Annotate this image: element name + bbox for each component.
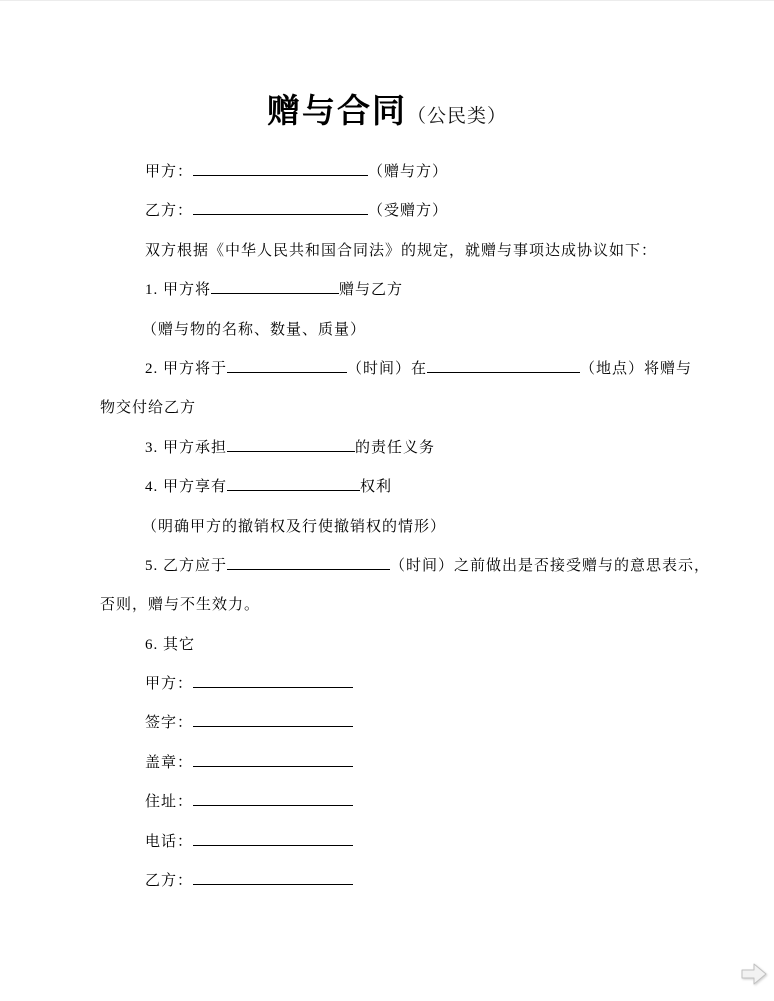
doc-line — [100, 429, 700, 468]
doc-line — [100, 192, 700, 231]
document-title-main: 赠与合同 — [266, 92, 407, 129]
text-run: （地点）将赠与 — [580, 360, 693, 377]
fill-in-blank-line — [193, 871, 353, 885]
fill-in-blank-line — [227, 556, 390, 570]
text-run: （赠与方） — [368, 164, 449, 180]
text-run: 物交付给乙方 — [100, 400, 197, 417]
doc-line — [100, 862, 700, 901]
text-run: 3. 甲方承担 — [145, 439, 228, 456]
text-run: 盖章： — [145, 754, 194, 771]
doc-line — [100, 626, 700, 665]
doc-line — [100, 665, 700, 704]
doc-line — [100, 271, 700, 310]
text-run: 双方根据《中华人民共和国合同法》的规定，就赠与事项达成协议如下： — [145, 242, 658, 259]
doc-line — [100, 783, 700, 822]
doc-line — [100, 468, 700, 507]
text-run: （赠与物的名称、数量、质量） — [142, 321, 367, 338]
text-run: 电话： — [145, 833, 194, 850]
text-run: 乙方： — [145, 203, 194, 220]
fill-in-blank-line — [193, 674, 353, 688]
doc-line — [100, 823, 700, 862]
text-run: （时间）之前做出是否接受赠与的意思表示， — [390, 557, 711, 574]
fill-in-blank-line — [211, 280, 339, 294]
doc-line — [100, 547, 711, 586]
doc-line — [100, 586, 700, 625]
doc-line — [100, 350, 700, 389]
text-run: 6. 其它 — [145, 636, 196, 653]
text-run: 的责任义务 — [355, 439, 436, 456]
text-run: （受赠方） — [368, 203, 449, 220]
document-title — [0, 85, 774, 132]
fill-in-blank-line — [427, 359, 580, 373]
doc-line — [100, 389, 700, 428]
text-run: 住址： — [145, 794, 194, 811]
fill-in-blank-line — [193, 832, 353, 846]
document-body — [100, 153, 711, 901]
doc-line — [100, 704, 700, 743]
doc-line — [100, 744, 700, 783]
doc-line — [100, 508, 700, 547]
text-run: 4. 甲方享有 — [145, 479, 228, 496]
arrow-right-icon — [740, 961, 768, 987]
fill-in-blank-line — [193, 201, 368, 215]
text-run: （时间）在 — [347, 360, 428, 377]
text-run: 赠与乙方 — [339, 282, 404, 299]
doc-line — [100, 311, 700, 350]
text-run: 权利 — [360, 479, 393, 496]
text-run: 甲方： — [145, 164, 194, 180]
text-run: 2. 甲方将于 — [145, 360, 228, 377]
fill-in-blank-line — [193, 753, 353, 767]
fill-in-blank-line — [193, 713, 353, 727]
text-run: 否则，赠与不生效力。 — [100, 597, 261, 614]
doc-line — [100, 232, 700, 271]
text-run: 乙方： — [145, 873, 194, 890]
fill-in-blank-line — [193, 162, 368, 176]
doc-line — [100, 153, 700, 192]
fill-in-blank-line — [193, 792, 353, 806]
text-run: 5. 乙方应于 — [145, 557, 228, 574]
fill-in-blank-line — [227, 359, 347, 373]
fill-in-blank-line — [227, 477, 360, 491]
document-title-suffix: （公民类） — [406, 106, 507, 127]
fill-in-blank-line — [227, 438, 355, 452]
text-run: 甲方： — [145, 676, 194, 693]
text-run: 1. 甲方将 — [145, 282, 212, 299]
text-run: （明确甲方的撤销权及行使撤销权的情形） — [142, 518, 447, 535]
text-run: 签字： — [145, 715, 194, 732]
next-page-button[interactable] — [740, 961, 770, 991]
